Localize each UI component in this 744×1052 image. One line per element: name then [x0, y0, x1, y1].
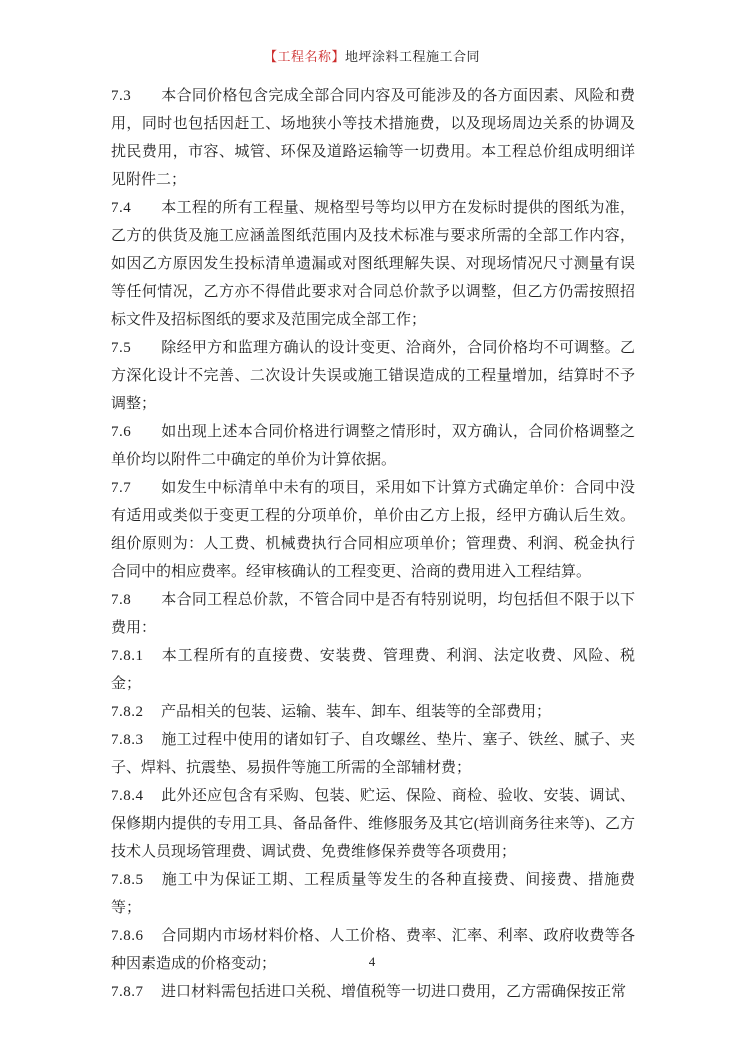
contract-clause: [111, 866, 635, 922]
clause-text: 如发生中标清单中未有的项目，采用如下计算方式确定单价：合同中没有适用或类似于变更工程的分项单价，单价由乙方上报，经甲方确认后生效。组价原则为：人工费、机械费执行合同相应项单价；管理费、利润、税金执行合同中的相应费率。经审核确认的工程变更、洽商的费用进入工程结算。: [111, 480, 635, 580]
contract-clause: [111, 726, 635, 782]
clause-number: 7.8.6: [111, 928, 144, 944]
clause-number: 7.8.2: [111, 704, 144, 720]
page-header: [0, 48, 744, 66]
contract-clause: [111, 698, 635, 726]
contract-clauses: [111, 82, 635, 1006]
clause-text: 除经甲方和监理方确认的设计变更、洽商外，合同价格均不可调整。乙方深化设计不完善、二次设计失误或施工错误造成的工程量增加，结算时不予调整；: [111, 340, 635, 412]
project-name-placeholder: 【工程名称】: [263, 49, 345, 64]
clause-text: 合同期内市场材料价格、人工价格、费率、汇率、利率、政府收费等各种因素造成的价格变动；: [111, 928, 635, 972]
page-footer: [0, 953, 744, 971]
contract-clause: [111, 334, 635, 418]
contract-clause: [111, 82, 635, 194]
document-title: 地坪涂料工程施工合同: [345, 49, 481, 64]
contract-clause: [111, 194, 635, 334]
contract-clause: [111, 474, 635, 586]
clause-text: 如出现上述本合同价格进行调整之情形时，双方确认，合同价格调整之单价均以附件二中确定的单价为计算依据。: [111, 424, 635, 468]
clause-number: 7.5: [111, 340, 132, 356]
clause-text: 本合同工程总价款，不管合同中是否有特别说明，均包括但不限于以下费用：: [111, 592, 635, 636]
clause-text: 产品相关的包装、运输、装车、卸车、组装等的全部费用；: [161, 704, 552, 720]
contract-clause: [111, 782, 635, 866]
contract-clause: [111, 978, 635, 1006]
clause-text: 施工过程中使用的诸如钉子、自攻螺丝、垫片、塞子、铁丝、腻子、夹子、焊料、抗震垫、易损件等施工所需的全部辅材费；: [111, 732, 635, 776]
clause-number: 7.8: [111, 592, 132, 608]
clause-text: 此外还应包含有采购、包装、贮运、保险、商检、验收、安装、调试、保修期内提供的专用工具、备品备件、维修服务及其它(培训商务往来等)、乙方技术人员现场管理费、调试费、免费维修保养费等各项费用；: [111, 788, 635, 860]
contract-clause: [111, 418, 635, 474]
clause-number: 7.8.5: [111, 872, 144, 888]
clause-number: 7.7: [111, 480, 132, 496]
contract-clause: [111, 586, 635, 642]
clause-number: 7.8.4: [111, 788, 144, 804]
clause-number: 7.8.3: [111, 732, 144, 748]
contract-clause: [111, 642, 635, 698]
clause-number: 7.4: [111, 200, 132, 216]
clause-text: 施工中为保证工期、工程质量等发生的各种直接费、间接费、措施费等；: [111, 872, 635, 916]
clause-text: 本工程所有的直接费、安装费、管理费、利润、法定收费、风险、税金；: [111, 648, 635, 692]
clause-text: 本工程的所有工程量、规格型号等均以甲方在发标时提供的图纸为准，乙方的供货及施工应涵盖图纸范围内及技术标准与要求所需的全部工作内容，如因乙方原因发生投标清单遗漏或对图纸理解失误、对现场情况尺寸测量有误等任何情况，乙方亦不得借此要求对合同总价款予以调整，但乙方仍需按照招标文件及招标图纸的要求及范围完成全部工作；: [111, 200, 635, 328]
clause-number: 7.8.1: [111, 648, 144, 664]
clause-number: 7.8.7: [111, 984, 144, 1000]
page-number: 4: [368, 954, 376, 969]
clause-number: 7.6: [111, 424, 132, 440]
clause-text: 进口材料需包括进口关税、增值税等一切进口费用，乙方需确保按正常: [161, 984, 627, 1000]
clause-number: 7.3: [111, 88, 132, 104]
clause-text: 本合同价格包含完成全部合同内容及可能涉及的各方面因素、风险和费用，同时也包括因赶工、场地狭小等技术措施费，以及现场周边关系的协调及扰民费用，市容、城管、环保及道路运输等一切费用。本工程总价组成明细详见附件二；: [111, 88, 635, 188]
